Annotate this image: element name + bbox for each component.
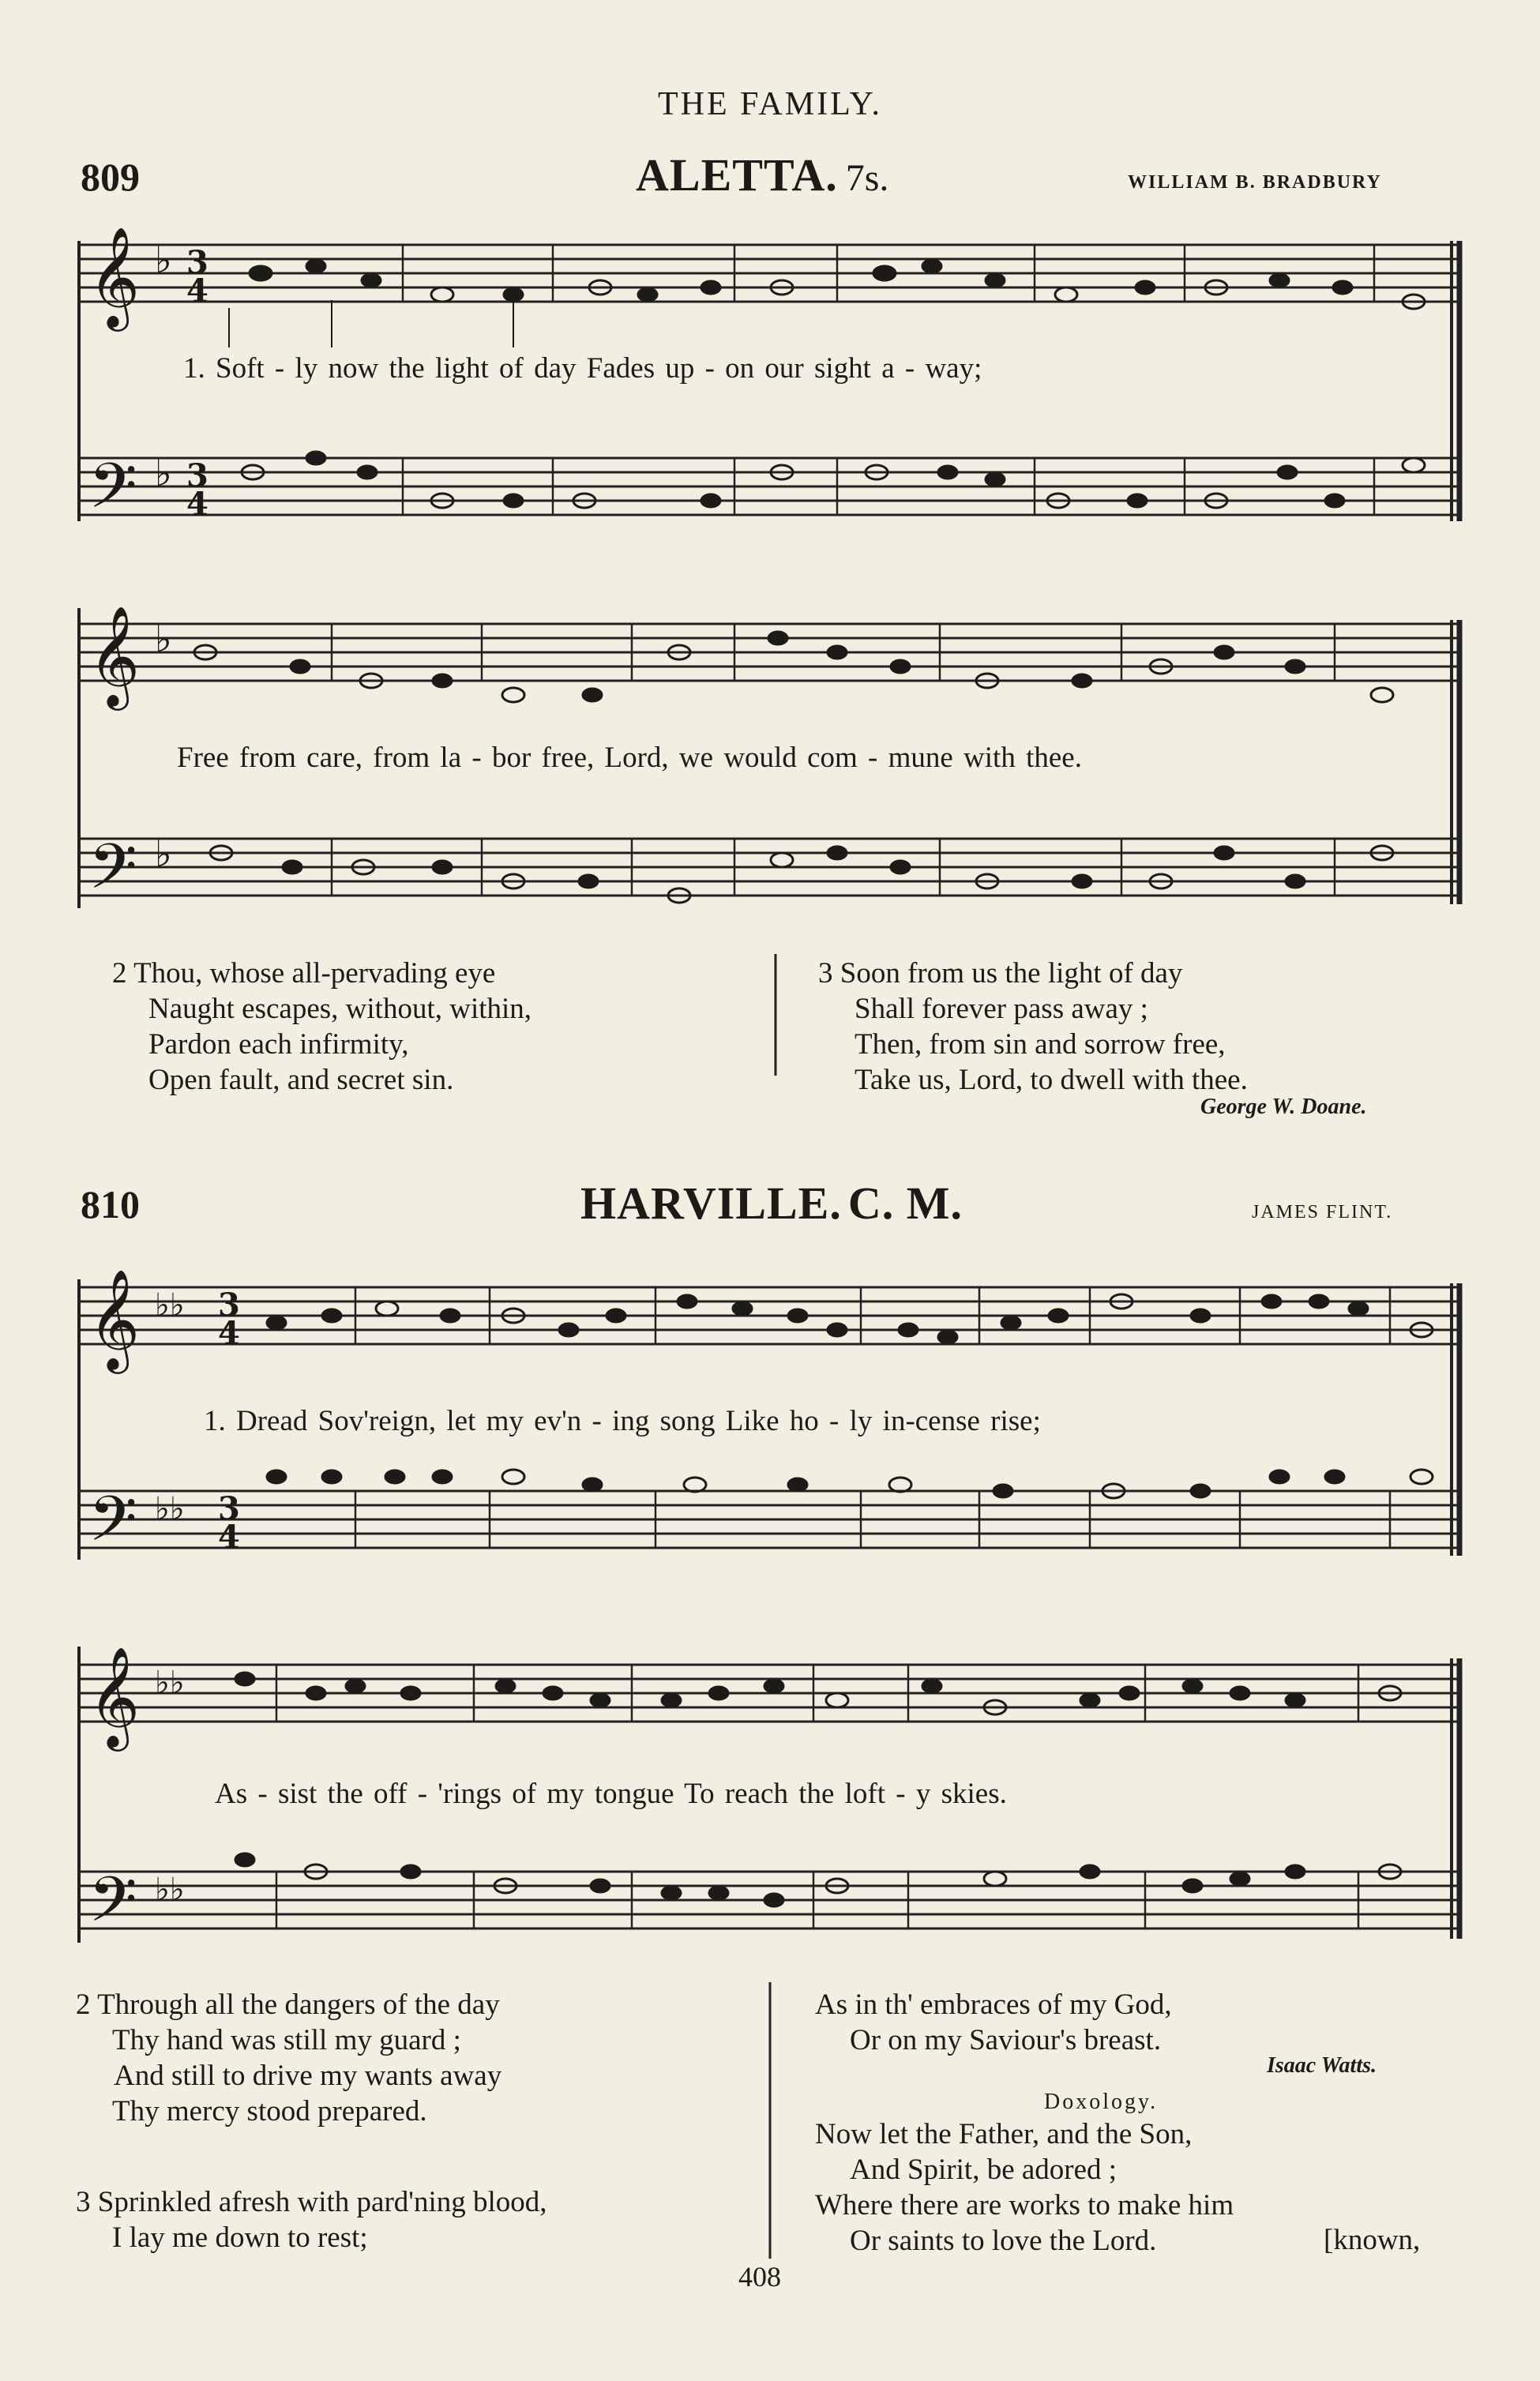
verse-3-continued (815, 1987, 1172, 2058)
svg-text:𝄞: 𝄞 (88, 226, 141, 327)
verse-line: Thy mercy stood prepared. (112, 2095, 427, 2128)
doxology-line: And Spirit, be adored ; (850, 2154, 1117, 2186)
verse-line: Or on my Saviour's breast. (850, 2024, 1162, 2056)
svg-text:𝄢: 𝄢 (88, 1482, 137, 1571)
meter: C. M. (847, 1177, 963, 1229)
verse-line: 3 Soon from us the light of day (818, 957, 1183, 990)
svg-text:3: 3 (218, 1490, 240, 1527)
lyric-line: 1. Soft - ly now the light of day Fades up - on our sight a - way; (183, 352, 982, 385)
section-title: THE FAMILY. (658, 86, 882, 122)
verse-line: Pardon each infirmity, (148, 1028, 409, 1061)
verse-line: 2 Through all the dangers of the day (76, 1989, 500, 2021)
verse-2 (112, 956, 531, 1098)
doxology-line: Where there are works to make him (815, 2189, 1234, 2221)
doxology (815, 2116, 1234, 2259)
lyric-line: 1. Dread Sov'reign, let my ev'n - ing song Like ho - ly in-cense rise; (204, 1405, 1041, 1437)
svg-text:♭♭: ♭♭ (155, 1664, 185, 1701)
verse-2 (76, 1987, 501, 2129)
verse-line: Open fault, and secret sin. (148, 1064, 454, 1096)
svg-text:3: 3 (218, 1286, 240, 1324)
composer: JAMES FLINT. (1252, 1202, 1393, 1222)
verse-line: Then, from sin and sorrow free, (855, 1028, 1226, 1061)
verse-line: And still to drive my wants away (114, 2060, 502, 2092)
svg-text:𝄢: 𝄢 (88, 449, 137, 538)
doxology-title: Doxology. (1044, 2090, 1159, 2114)
meter: 7s. (845, 157, 889, 199)
hymn-number: 809 (81, 155, 140, 199)
svg-text:♭♭: ♭♭ (155, 1286, 185, 1324)
svg-text:♭: ♭ (155, 238, 172, 281)
verse-line: 3 Sprinkled afresh with pard'ning blood, (76, 2186, 547, 2218)
svg-text:4: 4 (186, 486, 208, 523)
hymn-heading (580, 1177, 963, 1230)
treble-staff (79, 245, 1459, 302)
verse-line: I lay me down to rest; (112, 2221, 368, 2254)
svg-text:𝄞: 𝄞 (88, 1646, 141, 1747)
doxology-line: Or saints to love the Lord. (850, 2225, 1157, 2257)
verse-3 (76, 2184, 547, 2255)
svg-text:3: 3 (186, 244, 208, 281)
verse-line: Naught escapes, without, within, (148, 993, 532, 1025)
svg-text:4: 4 (218, 1519, 240, 1556)
svg-text:♭♭: ♭♭ (155, 1871, 185, 1908)
verse-line: Thy hand was still my guard ; (112, 2024, 461, 2056)
svg-text:𝄞: 𝄞 (88, 1268, 141, 1369)
svg-text:3: 3 (186, 457, 208, 494)
lyric-line: Free from care, from la - bor free, Lord, we would com - mune with thee. (177, 742, 1082, 774)
svg-text:♭: ♭ (155, 618, 172, 660)
svg-text:𝄢: 𝄢 (88, 830, 137, 918)
doxology-line-carry: [known, (1324, 2224, 1421, 2256)
verse-line: 2 Thou, whose all-pervading eye (112, 957, 496, 990)
page-number: 408 (738, 2261, 781, 2293)
svg-text:♭♭: ♭♭ (155, 1490, 185, 1527)
svg-text:4: 4 (186, 272, 208, 310)
author-credit: Isaac Watts. (1267, 2053, 1377, 2078)
svg-text:♭: ♭ (155, 832, 172, 875)
verse-3 (818, 956, 1248, 1098)
svg-text:♭: ♭ (155, 452, 172, 494)
doxology-line: Now let the Father, and the Son, (815, 2118, 1193, 2150)
author-credit: George W. Doane. (1200, 1095, 1367, 1119)
composer: WILLIAM B. BRADBURY (1128, 172, 1382, 193)
verse-line: Shall forever pass away ; (855, 993, 1148, 1025)
tune-name: HARVILLE. (580, 1177, 842, 1229)
svg-text:4: 4 (218, 1315, 240, 1352)
tune-name: ALETTA. (636, 149, 838, 201)
svg-text:𝄞: 𝄞 (88, 605, 141, 706)
hymn-number: 810 (81, 1182, 140, 1226)
svg-text:𝄢: 𝄢 (88, 1863, 137, 1951)
verse-line: Take us, Lord, to dwell with thee. (855, 1064, 1248, 1096)
verse-line: As in th' embraces of my God, (815, 1989, 1172, 2021)
lyric-line: As - sist the off - 'rings of my tongue To reach the loft - y skies. (215, 1778, 1007, 1810)
